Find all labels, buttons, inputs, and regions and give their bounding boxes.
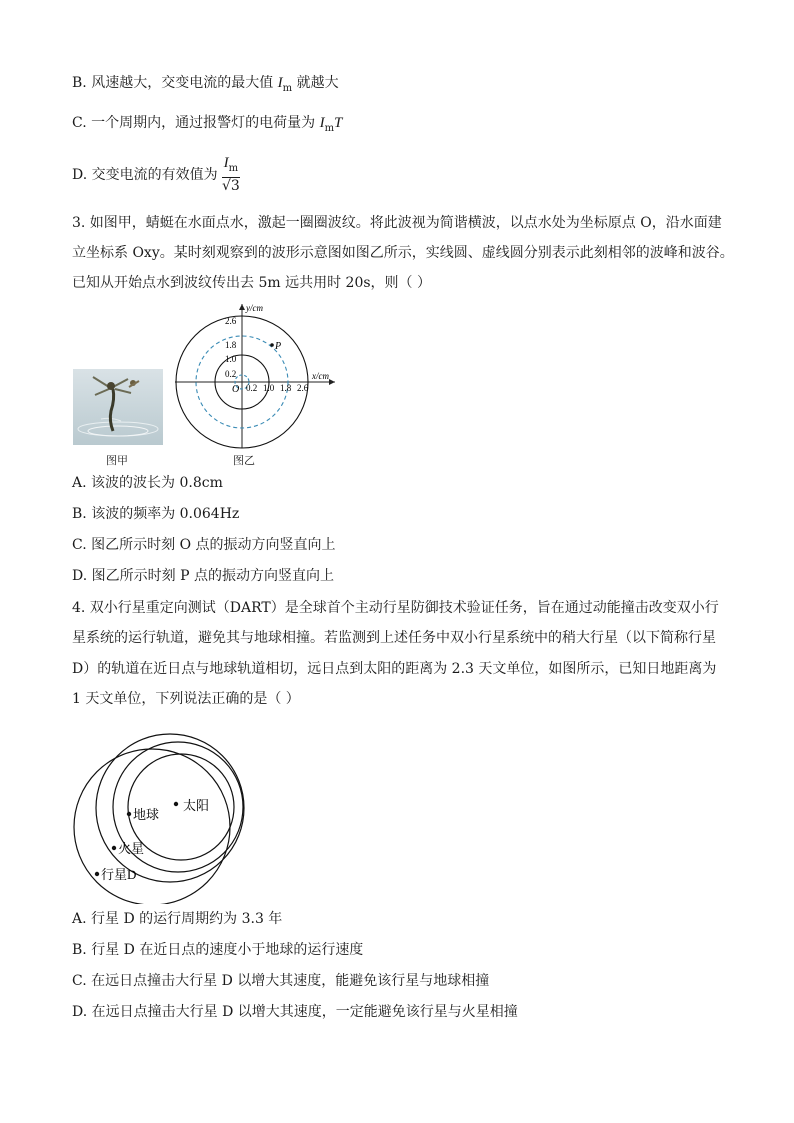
q2-option-c bbox=[72, 114, 342, 138]
q3-option-b: B. 该波的频率为 0.064Hz bbox=[72, 506, 240, 522]
wave-diagram bbox=[175, 300, 345, 450]
planet-d-orbit bbox=[74, 749, 230, 904]
x-tick-2.6: 2.6 bbox=[297, 383, 309, 393]
q4-stem-line4: 1 天文单位，下列说法正确的是（ ） bbox=[72, 691, 300, 707]
q3-option-d: D. 图乙所示时刻 P 点的振动方向竖直向上 bbox=[72, 568, 334, 584]
q2-option-c-var2: T bbox=[334, 115, 343, 131]
point-p bbox=[270, 343, 274, 347]
q3-stem-line1: 3. 如图甲，蜻蜓在水面点水，激起一圈圈波纹。将此波视为简谐横波，以点水处为坐标原点 O，沿水面建 bbox=[72, 215, 722, 231]
y-tick-2.6: 2.6 bbox=[225, 316, 237, 326]
dragonfly-photo bbox=[73, 369, 163, 445]
sun-label: 太阳 bbox=[183, 798, 210, 813]
q2-option-d-num-sub: m bbox=[228, 162, 239, 174]
q3-stem-line3: 已知从开始点水到波纹传出去 5m 远共用时 20s，则（ ） bbox=[72, 275, 431, 291]
mars-dot bbox=[112, 846, 116, 850]
q2-option-d-denominator: √3 bbox=[221, 177, 240, 194]
x-tick-1.0: 1.0 bbox=[263, 383, 275, 393]
q4-option-a: A. 行星 D 的运行周期约为 3.3 年 bbox=[72, 911, 283, 927]
q4-option-c: C. 在远日点撞击大行星 D 以增大其速度，能避免该行星与地球相撞 bbox=[72, 973, 490, 989]
earth-label: 地球 bbox=[133, 807, 160, 822]
q2-option-d-pre: D. 交变电流的有效值为 bbox=[72, 167, 218, 183]
q4-stem-line2: 星系统的运行轨道，避免其与地球相撞。若监测到上述任务中双小行星系统中的稍大行星（以下简称行星 bbox=[72, 630, 716, 646]
q2-option-d bbox=[72, 150, 240, 200]
q2-option-c-pre: C. 一个周期内，通过报警灯的电荷量为 bbox=[72, 115, 320, 131]
fig-a-caption: 图甲 bbox=[106, 454, 128, 467]
q4-stem-line1: 4. 双小行星重定向测试（DART）是全球首个主动行星防御技术验证任务，旨在通过动能撞击改变双小行 bbox=[72, 600, 719, 616]
earth-dot bbox=[127, 812, 131, 816]
q2-option-b-var: I bbox=[277, 75, 283, 91]
y-axis-arrow-icon bbox=[239, 304, 245, 310]
x-axis-label: x/cm bbox=[312, 371, 329, 381]
point-p-label: P bbox=[275, 341, 282, 352]
planet-d-label: 行星D bbox=[101, 867, 137, 882]
q2-option-b-pre: B. 风速越大，交变电流的最大值 bbox=[72, 75, 278, 91]
x-axis-arrow-icon bbox=[329, 379, 335, 385]
y-tick-0.2: 0.2 bbox=[225, 369, 237, 379]
y-axis-label: y/cm bbox=[246, 303, 263, 313]
q2-option-d-num-var: I bbox=[223, 155, 229, 172]
q2-option-b bbox=[72, 74, 339, 98]
y-tick-1.8: 1.8 bbox=[225, 340, 237, 350]
x-tick-1.8: 1.8 bbox=[280, 383, 292, 393]
q3-option-c: C. 图乙所示时刻 O 点的振动方向竖直向上 bbox=[72, 537, 336, 553]
q2-option-c-sub: m bbox=[324, 122, 335, 134]
orbit-diagram bbox=[70, 718, 255, 904]
q2-option-b-post: 就越大 bbox=[292, 75, 339, 91]
fig-b-caption: 图乙 bbox=[233, 454, 255, 467]
q3-stem-line2: 立坐标系 Oxy。某时刻观察到的波形示意图如图乙所示，实线圆、虚线圆分别表示此刻相邻的波峰和波谷。 bbox=[72, 245, 734, 261]
mars-label: 火星 bbox=[118, 841, 145, 856]
q2-option-b-sub: m bbox=[282, 82, 293, 94]
sun-dot bbox=[174, 802, 178, 806]
x-tick-0.2: 0.2 bbox=[246, 383, 258, 393]
q4-option-d: D. 在远日点撞击大行星 D 以增大其速度，一定能避免该行星与火星相撞 bbox=[72, 1004, 518, 1020]
origin-label: O bbox=[232, 384, 240, 395]
q2-option-d-fraction bbox=[222, 155, 240, 195]
planet-d-dot bbox=[95, 872, 99, 876]
y-tick-1.0: 1.0 bbox=[225, 354, 237, 364]
q3-option-a: A. 该波的波长为 0.8cm bbox=[72, 475, 223, 491]
q4-option-b: B. 行星 D 在近日点的速度小于地球的运行速度 bbox=[72, 942, 364, 958]
q2-option-d-numerator bbox=[222, 155, 240, 178]
q2-option-c-var: I bbox=[319, 115, 325, 131]
q4-stem-line3: D）的轨道在近日点与地球轨道相切，远日点到太阳的距离为 2.3 天文单位，如图所示，已知日地距离为 bbox=[72, 661, 717, 677]
